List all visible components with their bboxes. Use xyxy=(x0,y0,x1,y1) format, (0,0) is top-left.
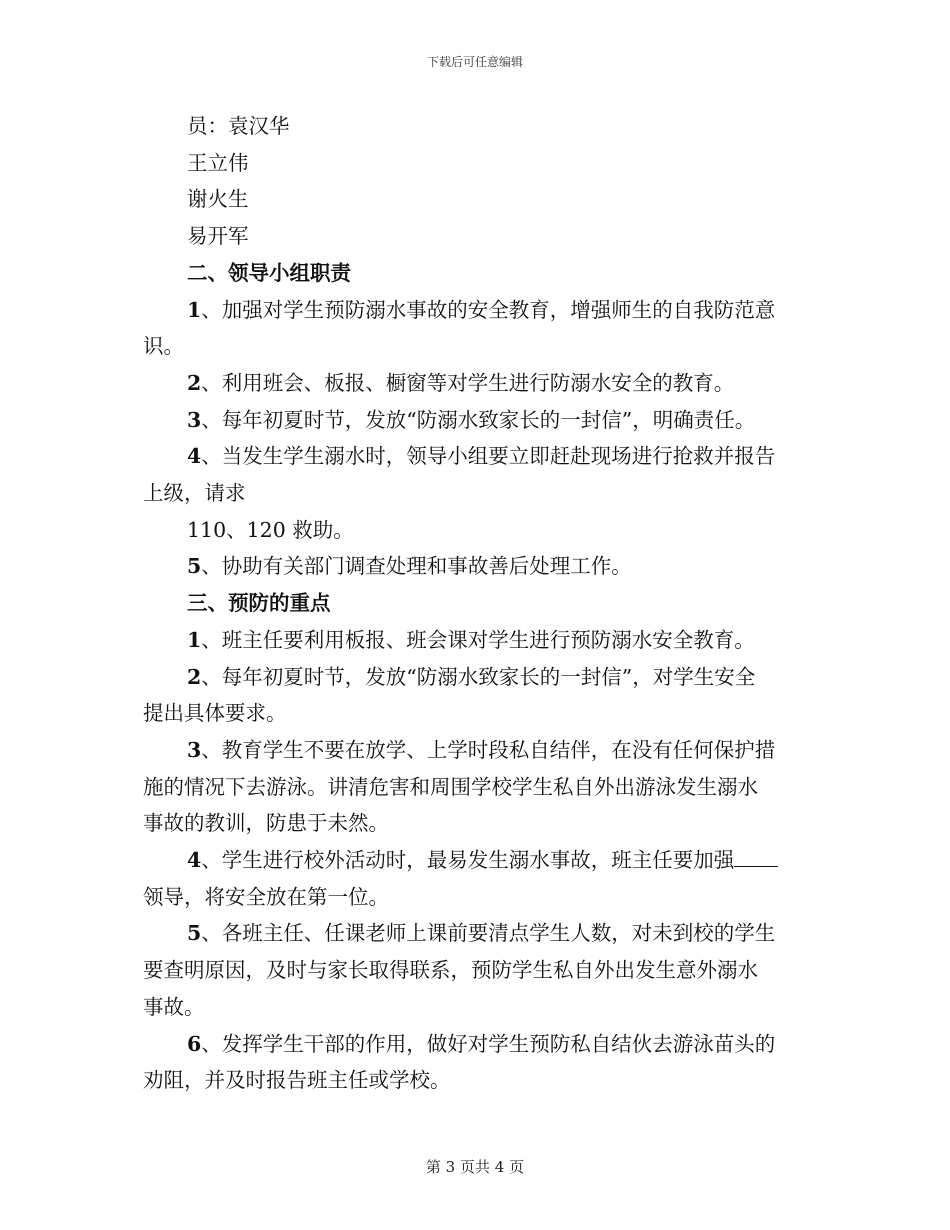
list-item xyxy=(143,842,808,879)
member-line: 易开军 xyxy=(187,224,249,249)
item-number: 2 xyxy=(187,664,202,689)
item-text: 、当发生学生溺水时，领导小组要立即赶赴现场进行抢救并报告 xyxy=(201,444,776,469)
item-number: 2 xyxy=(187,370,202,395)
item-continuation: 上级，请求 xyxy=(143,481,246,506)
list-item xyxy=(143,365,808,402)
page-header-note: 下载后可任意编辑 xyxy=(426,55,523,69)
item-number: 6 xyxy=(187,1031,202,1056)
list-item xyxy=(143,402,808,439)
item-continuation: 施的情况下去游泳。讲清危害和周围学校学生私自外出游泳发生溺水 xyxy=(143,774,758,799)
item-continuation: 劝阻，并及时报告班主任或学校。 xyxy=(143,1068,451,1093)
item-text: 、协助有关部门调查处理和事故善后处理工作。 xyxy=(201,554,632,579)
item-text: 、利用班会、板报、橱窗等对学生进行防溺水安全的教育。 xyxy=(201,370,735,395)
item-text: 、学生进行校外活动时，最易发生溺水事故，班主任要加强 xyxy=(201,848,735,873)
item-number: 1 xyxy=(187,297,202,322)
page-number: 第 3 页共 4 页 xyxy=(425,1158,525,1176)
list-item xyxy=(143,548,808,585)
member-line: 谢火生 xyxy=(187,187,249,212)
item-text: 、加强对学生预防溺水事故的安全教育，增强师生的自我防范意 xyxy=(201,297,776,322)
member-line: 王立伟 xyxy=(187,150,249,175)
item-number: 1 xyxy=(187,627,202,652)
item-number: 4 xyxy=(187,444,202,469)
document-body xyxy=(143,108,808,1099)
item-text: 、发挥学生干部的作用，做好对学生预防私自结伙去游泳苗头的 xyxy=(201,1031,776,1056)
item-text: 、每年初夏时节，发放“防溺水致家长的一封信”，明确责任。 xyxy=(201,407,756,432)
fill-in-blank[interactable] xyxy=(734,846,778,867)
item-continuation: 提出具体要求。 xyxy=(143,701,287,726)
list-item xyxy=(143,732,808,769)
list-item xyxy=(143,622,808,659)
list-item xyxy=(143,659,808,696)
item-continuation: 识。 xyxy=(143,334,184,359)
item-number: 5 xyxy=(187,921,202,946)
item-continuation: 110、120 救助。 xyxy=(187,517,354,542)
item-continuation: 事故的教训，防患于未然。 xyxy=(143,811,389,836)
item-number: 3 xyxy=(187,407,202,432)
list-item xyxy=(143,438,808,475)
item-number: 4 xyxy=(187,848,202,873)
item-text: 、教育学生不要在放学、上学时段私自结伴，在没有任何保护措 xyxy=(201,737,776,762)
list-item xyxy=(143,292,808,329)
section-heading: 二、领导小组职责 xyxy=(187,260,351,285)
item-number: 3 xyxy=(187,737,202,762)
item-text: 、每年初夏时节，发放“防溺水致家长的一封信”，对学生安全 xyxy=(201,664,756,689)
member-line: 员：袁汉华 xyxy=(187,114,290,138)
item-continuation: 领导，将安全放在第一位。 xyxy=(143,884,389,909)
item-continuation: 事故。 xyxy=(143,994,205,1019)
item-text: 、班主任要利用板报、班会课对学生进行预防溺水安全教育。 xyxy=(201,627,755,652)
item-text: 、各班主任、任课老师上课前要清点学生人数，对未到校的学生 xyxy=(201,921,776,946)
section-heading: 三、预防的重点 xyxy=(187,591,331,616)
item-continuation: 要查明原因，及时与家长取得联系，预防学生私自外出发生意外溺水 xyxy=(143,958,758,983)
list-item xyxy=(143,1026,808,1063)
list-item xyxy=(143,915,808,952)
item-number: 5 xyxy=(187,554,202,579)
